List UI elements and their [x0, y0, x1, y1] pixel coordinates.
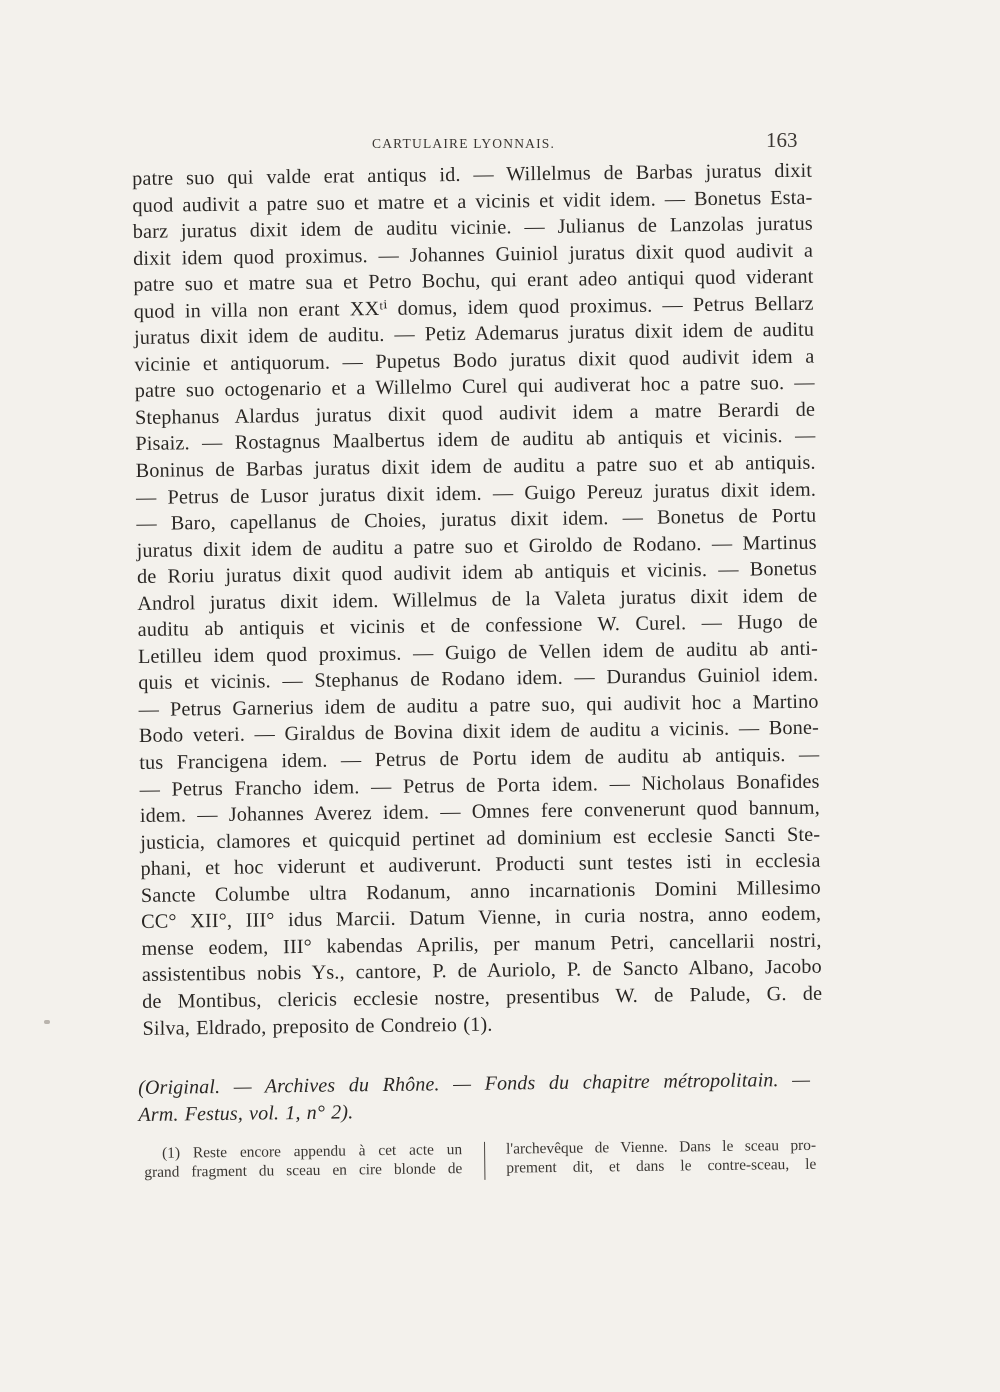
- footnote-line: grand fragment du sceau en cire blonde de: [144, 1160, 463, 1181]
- body-line: Bodo veteri. — Giraldus de Bovina dixit idem de auditu a vicinis. — Bone-: [138, 717, 820, 748]
- body-line: patre suo octogenario et a Willelmo Curel qui audiverat hoc a patre suo. —: [134, 372, 815, 403]
- body-line: Stephanus Alardus juratus dixit quod audivit idem a matre Berardi de: [134, 398, 816, 429]
- footnote-line: l'archevêque de Vienne. Dans le sceau pro-: [505, 1136, 817, 1158]
- body-line: quis et vicinis. — Stephanus de Rodano idem. — Durandus Guiniol idem.: [138, 664, 819, 695]
- body-line: tus Francigena idem. — Petrus de Portu idem de auditu ab antiquis. —: [139, 743, 820, 774]
- paper-speck: [44, 1020, 50, 1024]
- body-line: juratus dixit idem de auditu. — Petiz Ademarus juratus dixit idem de auditu: [133, 318, 815, 350]
- body-line: justicia, clamores et quicquid pertinet ad dominium est ecclesie Sancti Ste-: [140, 823, 821, 854]
- column-divider: [484, 1142, 485, 1180]
- body-line: patre suo et matre sua et Petro Bochu, qui erant adeo antiqui quod viderant: [133, 265, 814, 297]
- body-line: dixit idem quod proximus. — Johannes Guiniol juratus dixit quod audivit a: [132, 239, 814, 270]
- body-line: Letilleu idem quod proximus. — Guigo de Vellen idem de auditu ab anti-: [137, 637, 819, 668]
- body-line: de Montibus, clericis ecclesie nostre, presentibus W. de Palude, G. de: [142, 982, 823, 1013]
- body-line: barz juratus dixit idem de auditu vicinie. — Julianus de Lanzolas juratus: [132, 212, 813, 244]
- body-line: — Petrus Garnerius idem de auditu a patre suo, qui audivit hoc a Martino: [138, 690, 819, 721]
- body-line: assistentibus nobis Ys., cantore, P. de Auriolo, P. de Sancto Albano, Jacobo: [141, 956, 822, 987]
- page-number: 163: [766, 128, 798, 152]
- body-line: auditu ab antiquis et vicinis et de confessione W. Curel. — Hugo de: [137, 610, 818, 642]
- source-note: [138, 1067, 811, 1128]
- body-line: CC° XII°, III° idus Marcii. Datum Vienne, in curia nostra, anno eodem,: [141, 902, 822, 934]
- body-line: Silva, Eldrado, preposito de Condreio (1).: [142, 1013, 493, 1040]
- body-line: — Baro, capellanus de Choies, juratus dixit idem. — Bonetus de Portu: [136, 504, 817, 536]
- body-line: — Petrus Francho idem. — Petrus de Porta idem. — Nicholaus Bonafides: [139, 770, 820, 801]
- body-line: Sancte Columbe ultra Rodanum, anno incarnationis Domini Millesimo: [140, 876, 821, 907]
- footnote-line: (1) Reste encore appendu à cet acte un: [162, 1141, 463, 1162]
- footnote-column-left: [144, 1140, 462, 1182]
- body-line: patre suo qui valde erat antiqus id. — Willelmus de Barbas juratus dixit: [132, 159, 813, 190]
- body-line: idem. — Johannes Averez idem. — Omnes fere convenerunt quod bannum,: [139, 796, 821, 828]
- body-line: juratus dixit idem de auditu a patre suo et Giroldo de Rodano. — Martinus: [136, 531, 817, 562]
- body-line: vicinie et antiquorum. — Pupetus Bodo juratus dixit quod audivit idem a: [134, 345, 815, 376]
- body-line: — Petrus de Lusor juratus dixit idem. — Guigo Pereuz juratus dixit idem.: [135, 478, 817, 509]
- body-line: phani, et hoc viderunt et audiverunt. Producti sunt testes isti in ecclesia: [140, 849, 821, 881]
- source-note-line: (Original. — Archives du Rhône. — Fonds du chapitre métropolitain. —: [138, 1068, 811, 1099]
- footnote-column-right: [506, 1136, 816, 1178]
- body-line: quod in villa non erant XXᵗⁱ domus, idem quod proximus. — Petrus Bellarz: [133, 292, 814, 323]
- footnote-line: prement dit, et dans le contre-sceau, le: [506, 1155, 817, 1177]
- body-line: Boninus de Barbas juratus dixit idem de auditu a patre suo et ab antiquis.: [135, 451, 816, 482]
- body-line: Pisaiz. — Rostagnus Maalbertus idem de auditu ab antiquis et vicinis. —: [135, 425, 816, 456]
- body-line: mense eodem, III° kabendas Aprilis, per manum Petri, cancellarii nostri,: [141, 929, 822, 960]
- body-line: quod audivit a patre suo et matre et a vicinis et vidit idem. — Bonetus Esta-: [132, 186, 813, 217]
- footnotes: [144, 1136, 817, 1188]
- body-line: de Roriu juratus dixit quod audivit idem ab antiquis et vicinis. — Bonetus: [136, 557, 818, 589]
- running-title: CARTULAIRE LYONNAIS.: [372, 136, 556, 151]
- body-line: Androl juratus dixit idem. Willelmus de la Valeta juratus dixit idem de: [137, 584, 818, 615]
- source-note-line: Arm. Festus, vol. 1, n° 2).: [138, 1100, 354, 1126]
- body-text: [132, 158, 823, 1042]
